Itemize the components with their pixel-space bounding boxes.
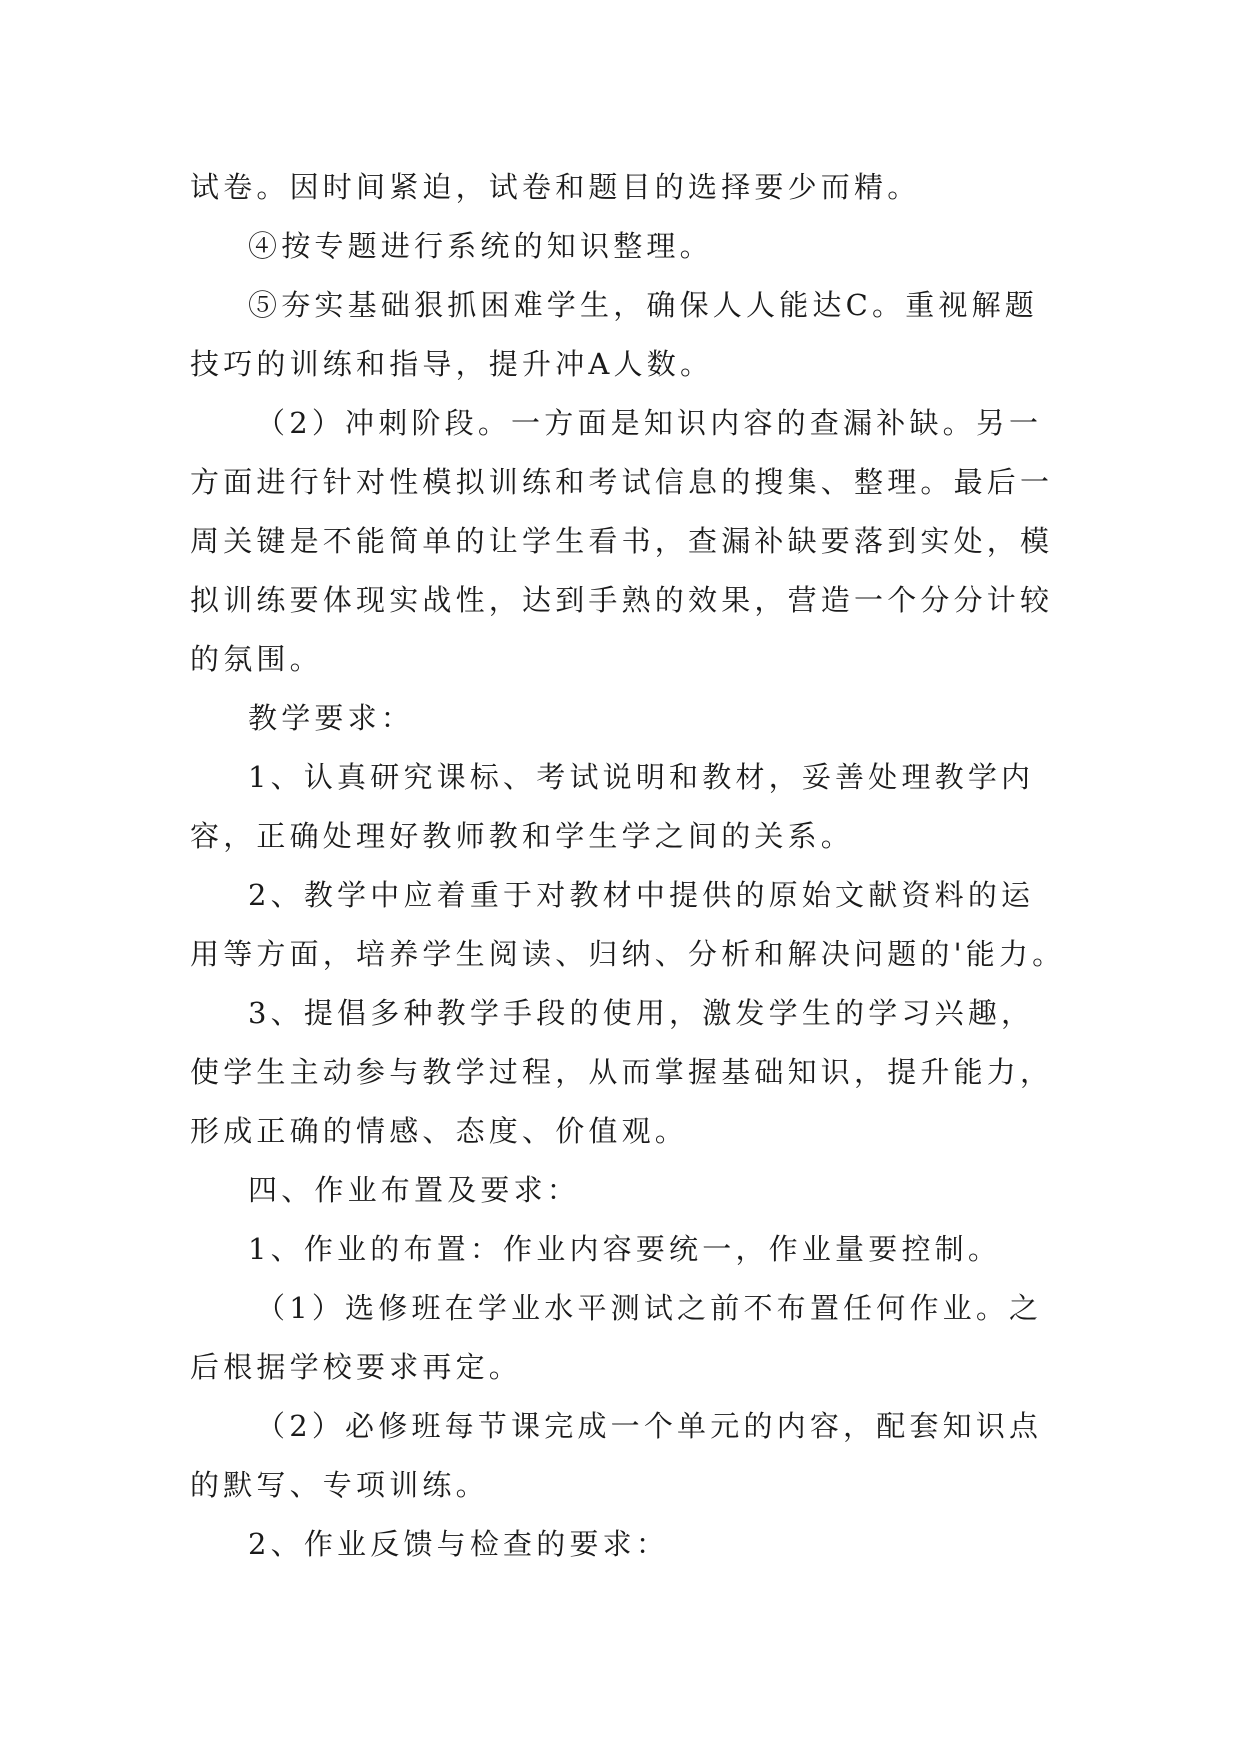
text-line: 1、作业的布置：作业内容要统一，作业量要控制。 — [248, 1232, 1002, 1266]
text-line: 形成正确的情感、态度、价值观。 — [190, 1114, 689, 1148]
text-line: 后根据学校要求再定。 — [190, 1350, 523, 1384]
text-line: 的默写、专项训练。 — [190, 1468, 489, 1502]
document-body — [190, 158, 1066, 1574]
text-line: （1）选修班在学业水平测试之前不布置任何作业。之 — [256, 1291, 1043, 1325]
text-line: 2、作业反馈与检查的要求： — [248, 1527, 670, 1561]
text-line: 2、教学中应着重于对教材中提供的原始文献资料的运 — [248, 878, 1035, 912]
text-line: 周关键是不能简单的让学生看书，查漏补缺要落到实处，模 — [190, 524, 1054, 558]
text-line: 的氛围。 — [190, 642, 323, 676]
text-line: 1、认真研究课标、考试说明和教材，妥善处理教学内 — [248, 760, 1035, 794]
text-line: 使学生主动参与教学过程，从而掌握基础知识，提升能力， — [190, 1055, 1054, 1089]
text-line: 拟训练要体现实战性，达到手熟的效果，营造一个分分计较 — [190, 583, 1054, 617]
text-line: 试卷。因时间紧迫，试卷和题目的选择要少而精。 — [190, 170, 921, 204]
text-line: 技巧的训练和指导，提升冲A人数。 — [190, 347, 714, 381]
text-line: 容，正确处理好教师教和学生学之间的关系。 — [190, 819, 855, 853]
text-line: ④按专题进行系统的知识整理。 — [248, 229, 713, 263]
text-line: 3、提倡多种教学手段的使用，激发学生的学习兴趣， — [248, 996, 1035, 1030]
text-line: 用等方面，培养学生阅读、归纳、分析和解决问题的'能力。 — [190, 937, 1066, 971]
section-heading: 教学要求： — [248, 701, 415, 735]
text-line: （2）冲刺阶段。一方面是知识内容的查漏补缺。另一 — [256, 406, 1043, 440]
text-line: ⑤夯实基础狠抓困难学生，确保人人能达C。重视解题 — [248, 288, 1038, 322]
text-line: 方面进行针对性模拟训练和考试信息的搜集、整理。最后一 — [190, 465, 1054, 499]
text-line: （2）必修班每节课完成一个单元的内容，配套知识点 — [256, 1409, 1043, 1443]
section-heading: 四、作业布置及要求： — [248, 1173, 581, 1207]
